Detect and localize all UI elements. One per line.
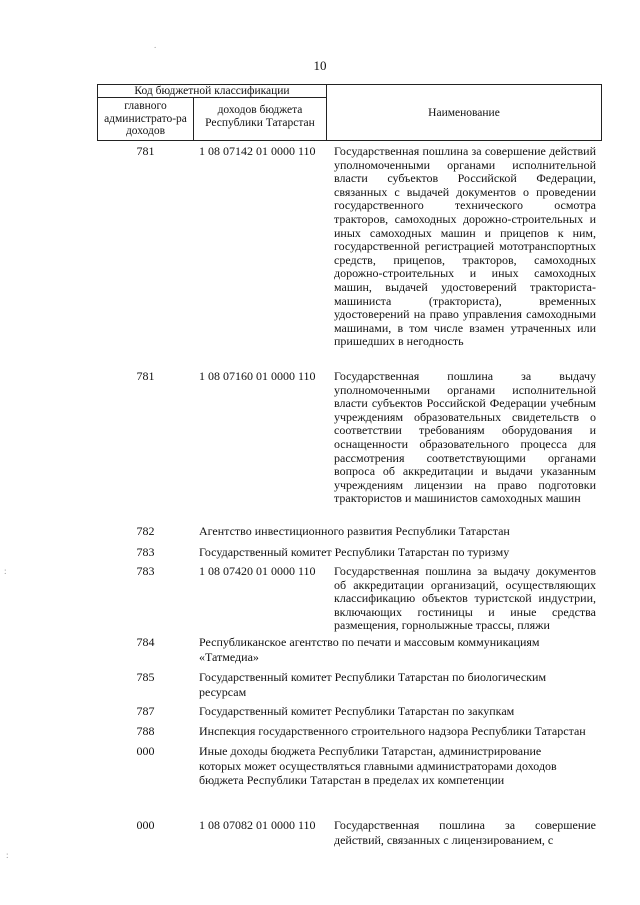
admin-code: 788 (136, 724, 155, 738)
administrator-name: Республиканское агентство по печати и массовым коммуникациям «Татмедиа» (199, 635, 540, 664)
administrator-name: Агентство инвестиционного развития Республики Татарстан (199, 524, 510, 538)
revenue-name: Государственная пошлина за совершение действий, связанных с лицензированием, с (334, 818, 596, 847)
revenue-name: Государственная пошлина за выдачу уполномоченными органами исполнительной власти субъектов Российской Федерации учебным учреждениям образовательных свидетельств о соответствии требованиям оборудования и оснащенности образовательного процесса для рассмотрения соответствующими органами вопроса об аккредитации и выдачи указанным учреждениям лицензии на право подготовки трактористов и машинистов самоходных машин (334, 369, 596, 506)
page-number: 10 (313, 58, 327, 73)
revenue-name: Государственная пошлина за выдачу документов об аккредитации организаций, осуществляющих классификацию объектов туристской индустрии, включающих гостиницы и иные средства размещения, горнолыжные трассы, пляжи (334, 564, 596, 633)
admin-code: 782 (136, 524, 155, 538)
admin-code: 000 (136, 744, 155, 758)
administrator-name: Государственный комитет Республики Татарстан по закупкам (199, 704, 515, 718)
scan-mark: : (6, 850, 9, 860)
admin-code: 783 (136, 545, 155, 559)
admin-code: 781 (136, 369, 155, 383)
scan-mark: : (4, 566, 7, 576)
revenue-code: 1 08 07420 01 0000 110 (199, 564, 316, 578)
admin-code: 787 (136, 704, 155, 718)
administrator-name: Иные доходы бюджета Республики Татарстан, администрирование которых может осуществляться главными администраторами доходов бюджета Республики Татарстан в пределах их компетенции (199, 744, 557, 787)
header-chief-administrator: главного администрато-ра доходов (97, 97, 194, 141)
revenue-code: 1 08 07160 01 0000 110 (199, 369, 316, 383)
admin-code: 785 (136, 670, 155, 684)
scan-mark: . (154, 40, 157, 50)
admin-code: 784 (136, 635, 155, 649)
admin-code: 000 (136, 818, 155, 832)
administrator-name: Государственный комитет Республики Татарстан по туризму (199, 545, 510, 559)
header-name: Наименование (326, 84, 602, 141)
administrator-name: Государственный комитет Республики Татарстан по биологическим ресурсам (199, 670, 547, 699)
header-revenue-code: доходов бюджета Республики Татарстан (193, 97, 327, 141)
header-budget-classification: Код бюджетной классификации (97, 84, 327, 98)
revenue-code: 1 08 07142 01 0000 110 (199, 144, 316, 158)
admin-code: 783 (136, 564, 155, 578)
revenue-name: Государственная пошлина за совершение действий уполномоченными органами исполнительной власти субъектов Российской Федерации, связанных с выдачей документов о проведении государственного технического осмотра тракторов, самоходных дорожно-строительных и иных самоходных машин и прицепов к ним, государственной регистрацией мототранспортных средств, прицепов, тракторов, самоходных дорожно-строительных и иных самоходных машин, выдачей удостоверений тракториста-машиниста (тракториста), временных удостоверений на право управления самоходными машинами, в том числе взамен утраченных или пришедших в негодность (334, 144, 596, 349)
revenue-code: 1 08 07082 01 0000 110 (199, 818, 316, 832)
admin-code: 781 (136, 144, 155, 158)
administrator-name: Инспекция государственного строительного надзора Республики Татарстан (199, 724, 586, 738)
